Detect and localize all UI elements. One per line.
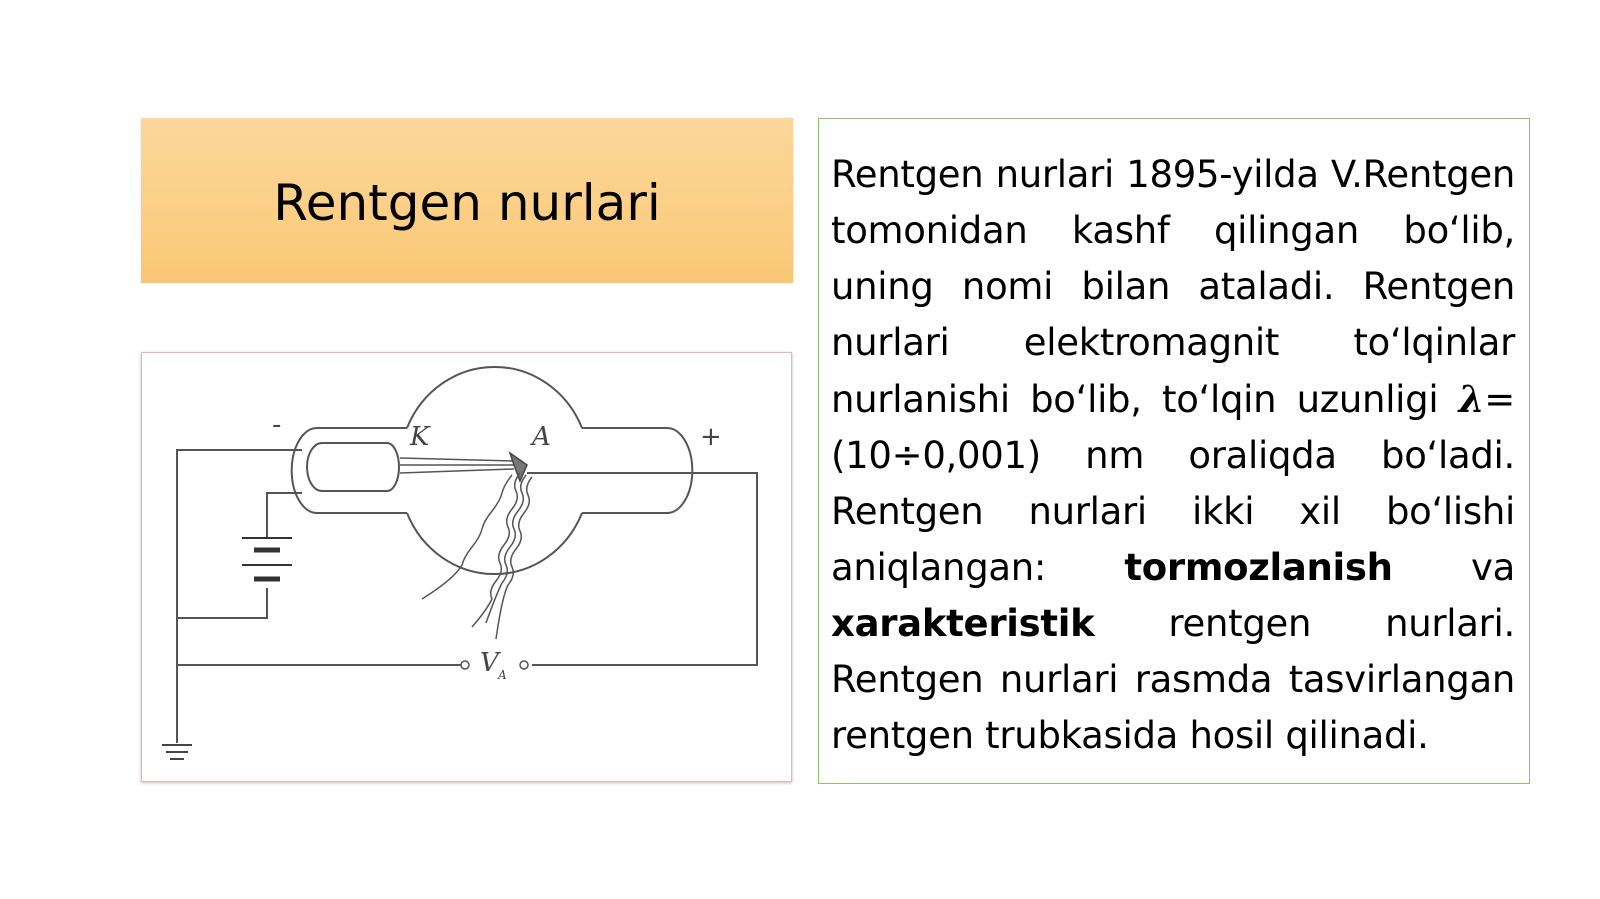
description-part-2: =(10÷0,001) nm oraliqda bo‘ladi. Rentgen nurlari ikki xil bo‘lishi aniqlangan:: [831, 378, 1515, 589]
tube-left-arm: [292, 428, 407, 513]
tube-right-arm: [582, 428, 692, 513]
cathode-label: K: [410, 422, 430, 452]
term-tormozlanish: tormozlanish: [1124, 546, 1393, 589]
description-paragraph: [831, 147, 1515, 764]
voltage-terminal-right: [520, 661, 528, 669]
cathode-body: [307, 443, 399, 491]
battery-wire-bottom: [177, 588, 267, 618]
voltage-terminal-left: [461, 661, 469, 669]
lambda-symbol: λ: [1458, 377, 1485, 421]
voltage-label: V: [480, 648, 499, 678]
xray-tube-diagram: [142, 353, 793, 783]
ground-symbol: [162, 745, 192, 759]
electron-beam: [400, 458, 514, 473]
description-part-1: Rentgen nurlari 1895-yilda V.Rentgen tomonidan kashf qilingan bo‘lib, uning nomi bilan ataladi. Rentgen nurlari elektromagnit to‘lqinlar nurlanishi bo‘lib, to‘lqin uzunligi: [831, 153, 1515, 421]
description-box: [818, 118, 1530, 784]
voltage-subscript: A: [498, 668, 507, 682]
xray-tube-figure: [141, 352, 792, 782]
slide-title: Rentgen nurlari: [273, 173, 661, 232]
battery-symbol: [242, 538, 292, 579]
plus-label: +: [700, 422, 722, 452]
battery-wire-top: [267, 493, 302, 538]
anode-wire: [527, 473, 757, 665]
description-part-4: rentgen nurlari. Rentgen nurlari rasmda tasvirlangan rentgen trubkasida hosil qilinadi.: [831, 602, 1515, 757]
description-part-3: va: [1392, 546, 1515, 589]
anode-label: A: [532, 422, 551, 452]
term-xarakteristik: xarakteristik: [831, 602, 1095, 645]
title-box: [141, 118, 793, 283]
minus-label: -: [272, 410, 282, 440]
tube-bulb: [407, 367, 582, 574]
